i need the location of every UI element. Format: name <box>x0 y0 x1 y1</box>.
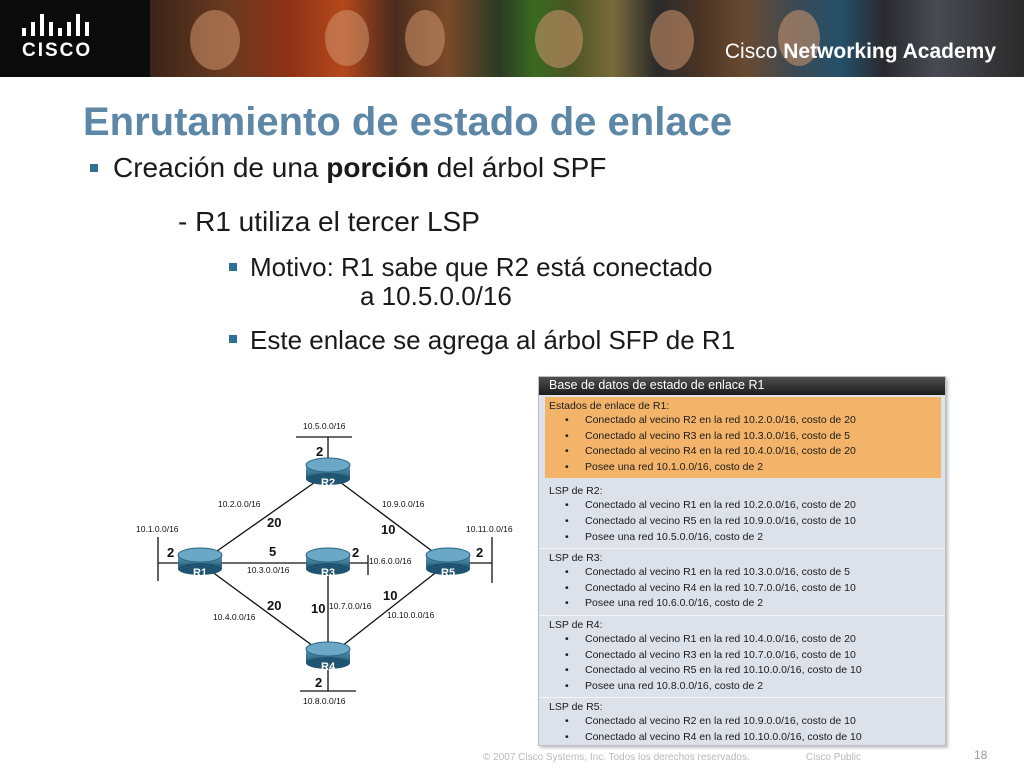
list-item: • Conectado al vecino R2 en la red 10.2.0.0/16, costo de 20 <box>549 413 941 429</box>
net-label: 10.10.0.0/16 <box>387 610 435 620</box>
r1-link-states-section <box>545 397 941 478</box>
list-item: • Conectado al vecino R5 en la red 10.9.0.0/16, costo de 10 <box>549 514 945 530</box>
bullet-square-icon <box>90 164 98 172</box>
r2-lsp-section <box>539 482 945 549</box>
cost-label: 5 <box>269 544 277 559</box>
bullet-reason: Motivo: R1 sabe que R2 está conectado a 10.5.0.0/16 <box>250 252 713 311</box>
list-item: • Conectado al vecino R3 en la red 10.3.0.0/16, costo de 5 <box>549 429 941 445</box>
section-heading: Estados de enlace de R1: <box>549 400 670 412</box>
r3-lsp-section <box>539 549 945 616</box>
list-item: • Conectado al vecino R3 en la red 10.7.0.0/16, costo de 10 <box>549 648 945 664</box>
list-item: • Posee una red 10.8.0.0/16, costo de 2 <box>549 679 945 695</box>
router-label-r4: R4 <box>321 661 336 673</box>
list-item: • Conectado al vecino R5 en la red 10.10.0.0/16, costo de 10 <box>549 663 945 679</box>
cost-label: 20 <box>267 515 282 530</box>
net-label: 10.3.0.0/16 <box>247 565 290 575</box>
cisco-bars-icon <box>22 14 92 36</box>
list-item: • Posee una red 10.5.0.0/16, costo de 2 <box>549 530 945 546</box>
section-heading: LSP de R2: <box>549 485 603 498</box>
link-r1-r2 <box>200 473 328 563</box>
cost-label: 10 <box>381 522 396 537</box>
section-heading: LSP de R3: <box>549 552 603 565</box>
net-label: 10.8.0.0/16 <box>303 696 346 706</box>
link-r2-r5 <box>328 473 448 563</box>
net-label: 10.11.0.0/16 <box>466 524 513 534</box>
link-state-database-panel <box>538 376 946 746</box>
cost-label: 20 <box>267 598 282 613</box>
net-label: 10.5.0.0/16 <box>303 421 346 431</box>
slide-title: Enrutamiento de estado de enlace <box>83 100 733 144</box>
sub-heading-r1-lsp: - R1 utiliza el tercer LSP <box>178 206 480 237</box>
router-label-r5: R5 <box>441 567 456 579</box>
list-item: • Posee una red 10.1.0.0/16, costo de 2 <box>549 460 941 476</box>
router-label-r3: R3 <box>321 567 336 579</box>
router-r4 <box>306 642 350 673</box>
bullet-spf-portion: Creación de una porción del árbol SPF <box>113 152 607 183</box>
list-item: • Conectado al vecino R4 en la red 10.4.0.0/16, costo de 20 <box>549 444 941 460</box>
list-item: • Conectado al vecino R1 en la red 10.2.0.0/16, costo de 20 <box>549 498 945 514</box>
database-title: Base de datos de estado de enlace R1 <box>539 377 945 395</box>
cisco-wordmark: CISCO <box>22 40 93 61</box>
page-number: 18 <box>974 748 988 762</box>
net-label: 10.7.0.0/16 <box>329 601 372 611</box>
cost-label: 2 <box>476 545 484 560</box>
router-r3 <box>306 548 350 579</box>
list-item: • Conectado al vecino R1 en la red 10.3.0.0/16, costo de 5 <box>549 565 945 581</box>
cost-label: 2 <box>316 444 324 459</box>
router-label-r1: R1 <box>193 567 208 579</box>
link-r1-r4 <box>200 563 328 657</box>
networking-academy-logo: Cisco Networking Academy <box>724 40 996 63</box>
cost-label: 10 <box>311 601 326 616</box>
net-label: 10.9.0.0/16 <box>382 499 425 509</box>
cisco-logo <box>0 0 150 77</box>
classification-label: Cisco Public <box>806 752 862 763</box>
list-item: • Conectado al vecino R4 en la red 10.10.0.0/16, costo de 10 <box>549 730 945 746</box>
list-item: • Conectado al vecino R2 en la red 10.9.0.0/16, costo de 10 <box>549 714 945 730</box>
list-item: • Conectado al vecino R4 en la red 10.7.0.0/16, costo de 10 <box>549 581 945 597</box>
list-item: • Conectado al vecino R1 en la red 10.4.0.0/16, costo de 20 <box>549 632 945 648</box>
header-banner <box>0 0 1024 77</box>
router-label-r2: R2 <box>321 477 336 489</box>
copyright-notice: © 2007 Cisco Systems, Inc. Todos los derechos reservados. <box>483 752 750 763</box>
cost-label: 2 <box>352 545 360 560</box>
bullet-link-added: Este enlace se agrega al árbol SFP de R1 <box>250 325 736 355</box>
bullet-square-icon <box>229 335 237 343</box>
r4-lsp-section <box>539 616 945 698</box>
r5-lsp-section <box>539 698 945 746</box>
bullet-square-icon <box>229 263 237 271</box>
students-photo-strip <box>150 0 1024 77</box>
cost-label: 10 <box>383 588 398 603</box>
net-label: 10.6.0.0/16 <box>369 556 412 566</box>
list-item <box>549 746 945 747</box>
net-label: 10.1.0.0/16 <box>136 524 179 534</box>
network-topology-diagram <box>130 415 530 715</box>
net-label: 10.2.0.0/16 <box>218 499 261 509</box>
section-heading: LSP de R4: <box>549 618 603 631</box>
list-item: • Posee una red 10.6.0.0/16, costo de 2 <box>549 596 945 612</box>
net-label: 10.4.0.0/16 <box>213 612 256 622</box>
cost-label: 2 <box>315 675 323 690</box>
cost-label: 2 <box>167 545 175 560</box>
section-heading: LSP de R5: <box>549 701 603 714</box>
